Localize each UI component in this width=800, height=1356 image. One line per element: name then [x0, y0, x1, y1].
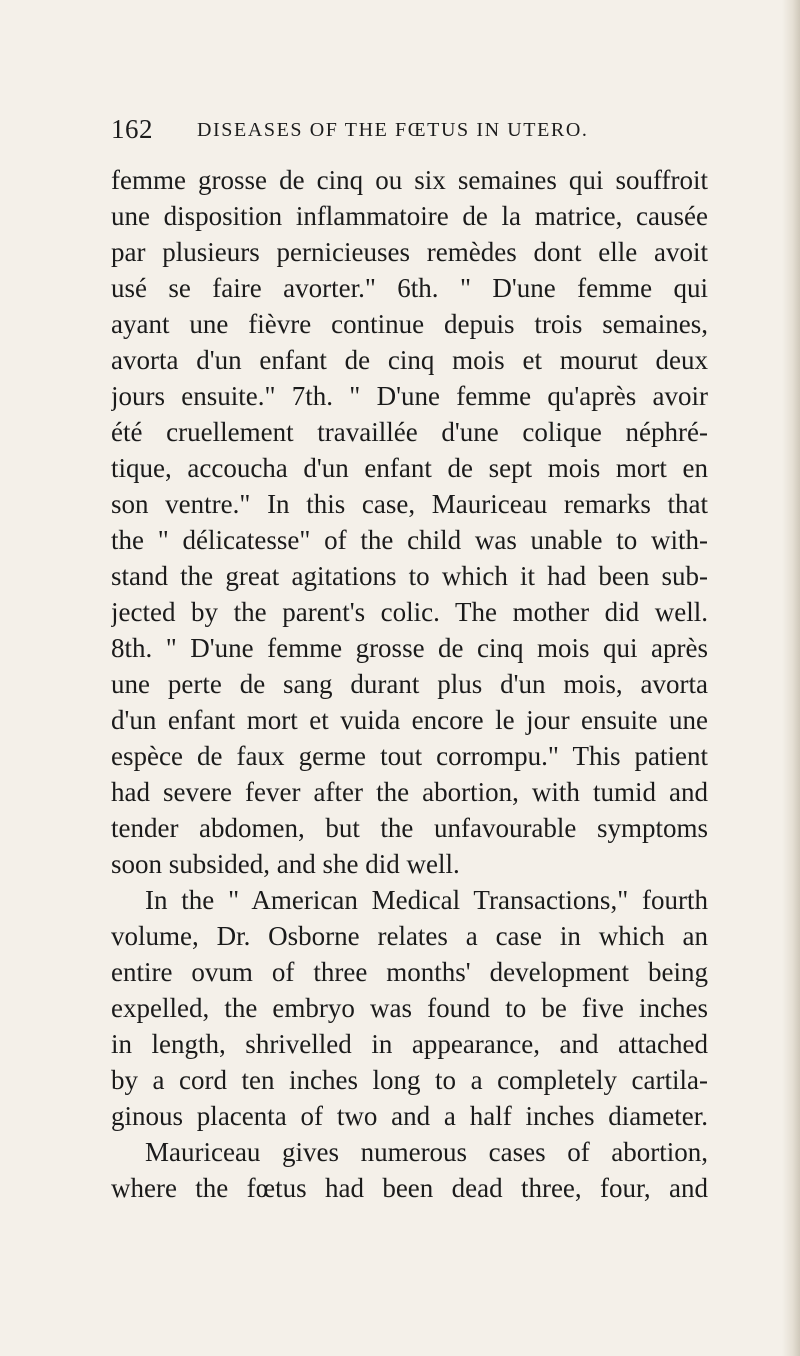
- text-line: une disposition inflammatoire de la matrice, causée: [111, 201, 708, 231]
- page-edge-shadow: [782, 0, 800, 1356]
- text-line: femme grosse de cinq ou six semaines qui souffroit: [111, 165, 708, 195]
- text-line: In the " American Medical Transactions," fourth: [145, 885, 708, 915]
- text-line: usé se faire avorter." 6th. " D'une femme qui: [111, 273, 708, 303]
- text-line: son ventre." In this case, Mauriceau remarks that: [111, 489, 708, 519]
- text-line: expelled, the embryo was found to be five inches: [111, 993, 708, 1023]
- text-line: entire ovum of three months' development being: [111, 957, 708, 987]
- text-line: stand the great agitations to which it had been sub-: [111, 561, 708, 591]
- running-head: DISEASES OF THE FŒTUS IN UTERO.: [197, 119, 589, 141]
- text-line: soon subsided, and she did well.: [111, 849, 460, 879]
- text-line: ayant une fièvre continue depuis trois semaines,: [111, 309, 708, 339]
- text-line: d'un enfant mort et vuida encore le jour ensuite une: [111, 705, 708, 735]
- text-line: volume, Dr. Osborne relates a case in which an: [111, 921, 708, 951]
- text-line: where the fœtus had been dead three, four, and: [111, 1173, 708, 1203]
- text-line: jours ensuite." 7th. " D'une femme qu'après avoir: [111, 381, 708, 411]
- page-header: [111, 112, 691, 146]
- text-line: ginous placenta of two and a half inches diameter.: [111, 1101, 708, 1131]
- text-line: tender abdomen, but the unfavourable symptoms: [111, 813, 708, 843]
- body-text: [111, 162, 708, 1206]
- text-line: une perte de sang durant plus d'un mois, avorta: [111, 669, 708, 699]
- text-line: had severe fever after the abortion, with tumid and: [111, 777, 708, 807]
- text-line: avorta d'un enfant de cinq mois et mourut deux: [111, 345, 708, 375]
- text-line: by a cord ten inches long to a completely cartila-: [111, 1065, 708, 1095]
- text-line: 8th. " D'une femme grosse de cinq mois qui après: [111, 633, 708, 663]
- text-line: espèce de faux germe tout corrompu." This patient: [111, 741, 708, 771]
- text-line: the " délicatesse" of the child was unable to with-: [111, 525, 708, 555]
- text-line: été cruellement travaillée d'une colique néphré-: [111, 417, 708, 447]
- text-line: Mauriceau gives numerous cases of abortion,: [145, 1137, 708, 1167]
- text-line: par plusieurs pernicieuses remèdes dont elle avoit: [111, 237, 708, 267]
- page-number: 162: [111, 114, 153, 144]
- text-line: in length, shrivelled in appearance, and attached: [111, 1029, 708, 1059]
- text-line: tique, accoucha d'un enfant de sept mois mort en: [111, 453, 708, 483]
- text-line: jected by the parent's colic. The mother did well.: [111, 597, 708, 627]
